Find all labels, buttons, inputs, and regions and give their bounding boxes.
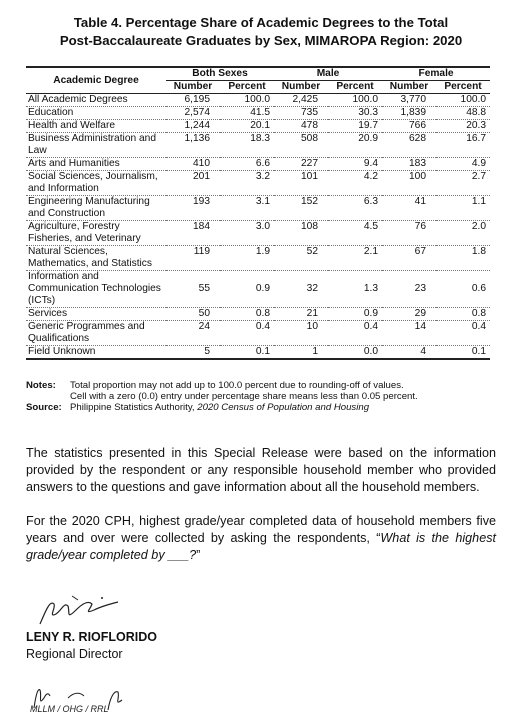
header-number: Number bbox=[166, 81, 220, 94]
both-number-cell: 6,195 bbox=[166, 94, 220, 107]
female-number-cell: 4 bbox=[382, 346, 436, 360]
both-number-cell: 193 bbox=[166, 196, 220, 221]
both-number-cell: 55 bbox=[166, 271, 220, 308]
degree-cell: All Academic Degrees bbox=[26, 94, 166, 107]
male-percent-cell: 1.3 bbox=[328, 271, 382, 308]
paragraph-1: The statistics presented in this Special Release were based on the information provided by the respondent or any responsible household member who provided answers to the questions and gave information about all the household members. bbox=[26, 446, 496, 494]
both-number-cell: 1,136 bbox=[166, 133, 220, 158]
both-number-cell: 24 bbox=[166, 321, 220, 346]
header-male: Male bbox=[274, 67, 382, 81]
male-number-cell: 508 bbox=[274, 133, 328, 158]
paragraph-2-question: What is the highest grade/year completed by ___? bbox=[26, 531, 496, 562]
female-percent-cell: 0.8 bbox=[436, 308, 490, 321]
both-percent-cell: 3.1 bbox=[220, 196, 274, 221]
male-percent-cell: 100.0 bbox=[328, 94, 382, 107]
table-title bbox=[0, 14, 522, 50]
female-percent-cell: 0.4 bbox=[436, 321, 490, 346]
initials-mark bbox=[28, 684, 138, 714]
table-row bbox=[26, 221, 490, 246]
header-percent: Percent bbox=[220, 81, 274, 94]
female-percent-cell: 2.7 bbox=[436, 171, 490, 196]
degree-cell: Services bbox=[26, 308, 166, 321]
female-number-cell: 23 bbox=[382, 271, 436, 308]
both-number-cell: 50 bbox=[166, 308, 220, 321]
paragraph-2-close: ” bbox=[196, 548, 201, 562]
note-line-2: Cell with a zero (0.0) entry under percentage share means less than 0.05 percent. bbox=[70, 391, 418, 402]
male-percent-cell: 0.4 bbox=[328, 321, 382, 346]
header-female: Female bbox=[382, 67, 490, 81]
header-percent: Percent bbox=[436, 81, 490, 94]
both-percent-cell: 0.8 bbox=[220, 308, 274, 321]
female-number-cell: 3,770 bbox=[382, 94, 436, 107]
degrees-table bbox=[26, 66, 490, 360]
both-percent-cell: 0.4 bbox=[220, 321, 274, 346]
female-percent-cell: 0.1 bbox=[436, 346, 490, 360]
table-notes bbox=[26, 380, 506, 413]
male-percent-cell: 4.2 bbox=[328, 171, 382, 196]
paragraph-2 bbox=[26, 513, 496, 564]
female-number-cell: 766 bbox=[382, 120, 436, 133]
female-number-cell: 628 bbox=[382, 133, 436, 158]
degree-cell: Business Administration and Law bbox=[26, 133, 166, 158]
male-percent-cell: 20.9 bbox=[328, 133, 382, 158]
male-percent-cell: 4.5 bbox=[328, 221, 382, 246]
header-number: Number bbox=[382, 81, 436, 94]
both-number-cell: 184 bbox=[166, 221, 220, 246]
female-percent-cell: 1.1 bbox=[436, 196, 490, 221]
table-row bbox=[26, 321, 490, 346]
female-number-cell: 29 bbox=[382, 308, 436, 321]
table-body bbox=[26, 94, 490, 360]
table-row bbox=[26, 171, 490, 196]
both-number-cell: 2,574 bbox=[166, 107, 220, 120]
degree-cell: Agriculture, Forestry Fisheries, and Veterinary bbox=[26, 221, 166, 246]
source-title: 2020 Census of Population and Housing bbox=[197, 402, 370, 413]
signature-image bbox=[32, 590, 152, 630]
table-row bbox=[26, 196, 490, 221]
both-percent-cell: 20.1 bbox=[220, 120, 274, 133]
degree-cell: Natural Sciences, Mathematics, and Statistics bbox=[26, 246, 166, 271]
male-percent-cell: 30.3 bbox=[328, 107, 382, 120]
female-percent-cell: 16.7 bbox=[436, 133, 490, 158]
both-percent-cell: 6.6 bbox=[220, 158, 274, 171]
both-percent-cell: 41.5 bbox=[220, 107, 274, 120]
initials-text: MLLM / OHG / RRL bbox=[30, 704, 109, 714]
both-percent-cell: 0.9 bbox=[220, 271, 274, 308]
female-percent-cell: 100.0 bbox=[436, 94, 490, 107]
title-line-1: Table 4. Percentage Share of Academic Degrees to the Total bbox=[73, 15, 449, 30]
male-percent-cell: 9.4 bbox=[328, 158, 382, 171]
both-percent-cell: 1.9 bbox=[220, 246, 274, 271]
male-number-cell: 478 bbox=[274, 120, 328, 133]
degrees-table-container bbox=[26, 66, 490, 360]
degree-cell: Social Sciences, Journalism, and Information bbox=[26, 171, 166, 196]
table-row bbox=[26, 308, 490, 321]
paragraph-2-text: For the 2020 CPH, highest grade/year completed data of household members five years and over were collected by asking the respondents, “ bbox=[26, 514, 496, 545]
table-row bbox=[26, 133, 490, 158]
male-number-cell: 735 bbox=[274, 107, 328, 120]
both-number-cell: 1,244 bbox=[166, 120, 220, 133]
female-number-cell: 41 bbox=[382, 196, 436, 221]
male-percent-cell: 2.1 bbox=[328, 246, 382, 271]
female-percent-cell: 1.8 bbox=[436, 246, 490, 271]
both-percent-cell: 18.3 bbox=[220, 133, 274, 158]
table-row bbox=[26, 346, 490, 360]
male-number-cell: 32 bbox=[274, 271, 328, 308]
male-percent-cell: 19.7 bbox=[328, 120, 382, 133]
table-row bbox=[26, 94, 490, 107]
female-percent-cell: 4.9 bbox=[436, 158, 490, 171]
male-number-cell: 1 bbox=[274, 346, 328, 360]
both-percent-cell: 0.1 bbox=[220, 346, 274, 360]
female-number-cell: 183 bbox=[382, 158, 436, 171]
male-number-cell: 2,425 bbox=[274, 94, 328, 107]
header-percent: Percent bbox=[328, 81, 382, 94]
signatory-title: Regional Director bbox=[26, 647, 123, 661]
header-number: Number bbox=[274, 81, 328, 94]
male-number-cell: 21 bbox=[274, 308, 328, 321]
male-number-cell: 227 bbox=[274, 158, 328, 171]
female-percent-cell: 2.0 bbox=[436, 221, 490, 246]
table-row bbox=[26, 246, 490, 271]
degree-cell: Arts and Humanities bbox=[26, 158, 166, 171]
both-number-cell: 119 bbox=[166, 246, 220, 271]
male-percent-cell: 0.9 bbox=[328, 308, 382, 321]
table-row bbox=[26, 271, 490, 308]
female-number-cell: 1,839 bbox=[382, 107, 436, 120]
both-percent-cell: 3.0 bbox=[220, 221, 274, 246]
header-academic-degree: Academic Degree bbox=[26, 67, 166, 94]
male-number-cell: 108 bbox=[274, 221, 328, 246]
female-percent-cell: 0.6 bbox=[436, 271, 490, 308]
title-line-2: Post-Baccalaureate Graduates by Sex, MIMAROPA Region: 2020 bbox=[59, 33, 463, 48]
male-number-cell: 152 bbox=[274, 196, 328, 221]
both-percent-cell: 3.2 bbox=[220, 171, 274, 196]
male-number-cell: 10 bbox=[274, 321, 328, 346]
female-number-cell: 76 bbox=[382, 221, 436, 246]
male-number-cell: 101 bbox=[274, 171, 328, 196]
table-row bbox=[26, 107, 490, 120]
table-row bbox=[26, 158, 490, 171]
male-number-cell: 52 bbox=[274, 246, 328, 271]
source-label: Source: bbox=[26, 402, 62, 413]
table-row bbox=[26, 120, 490, 133]
female-number-cell: 14 bbox=[382, 321, 436, 346]
female-percent-cell: 20.3 bbox=[436, 120, 490, 133]
both-number-cell: 5 bbox=[166, 346, 220, 360]
note-line-1: Total proportion may not add up to 100.0 percent due to rounding-off of values. bbox=[70, 380, 404, 391]
signatory-name: LENY R. RIOFLORIDO bbox=[26, 630, 158, 644]
both-percent-cell: 100.0 bbox=[220, 94, 274, 107]
header-both-sexes: Both Sexes bbox=[166, 67, 274, 81]
degree-cell: Information and Communication Technologies (ICTs) bbox=[26, 271, 166, 308]
degree-cell: Health and Welfare bbox=[26, 120, 166, 133]
degree-cell: Education bbox=[26, 107, 166, 120]
male-percent-cell: 0.0 bbox=[328, 346, 382, 360]
source-text: Philippine Statistics Authority, bbox=[70, 402, 198, 413]
degree-cell: Generic Programmes and Qualifications bbox=[26, 321, 166, 346]
degree-cell: Engineering Manufacturing and Construction bbox=[26, 196, 166, 221]
female-percent-cell: 48.8 bbox=[436, 107, 490, 120]
female-number-cell: 100 bbox=[382, 171, 436, 196]
both-number-cell: 410 bbox=[166, 158, 220, 171]
male-percent-cell: 6.3 bbox=[328, 196, 382, 221]
both-number-cell: 201 bbox=[166, 171, 220, 196]
notes-label: Notes: bbox=[26, 380, 56, 391]
degree-cell: Field Unknown bbox=[26, 346, 166, 360]
female-number-cell: 67 bbox=[382, 246, 436, 271]
